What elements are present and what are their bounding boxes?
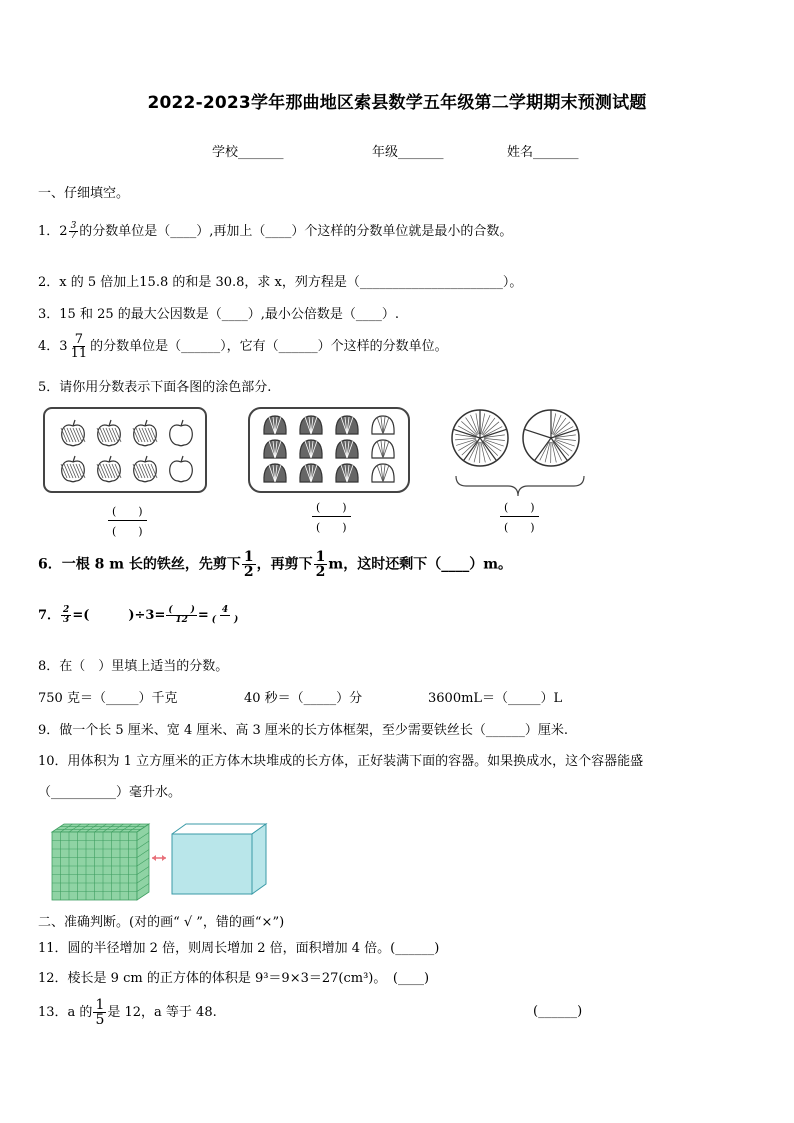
figure-3-fraction: ( ) ( ) [500, 499, 539, 535]
question-10-blank: （__________）毫升水。 [38, 785, 182, 800]
apple-icon [133, 456, 157, 482]
mixed-fraction: $\frac{3}{7}$ [70, 221, 77, 241]
shell-icon [300, 440, 322, 458]
shell-icon [372, 464, 394, 482]
circle-figure [450, 404, 600, 500]
apple-figure [40, 404, 210, 496]
shell-icon [300, 416, 322, 434]
question-3: 3．15 和 25 的最大公因数是（____）,最小公倍数是（____）. [38, 307, 400, 322]
question-13-blank: (______) [533, 1004, 583, 1019]
question-1: 1．2 $\frac{3}{7}$ 的分数单位是（____）,再加上（____）个这样的分数单位就是最小的合数。 [38, 221, 513, 241]
question-11: 11．圆的半径增加 2 倍，则周长增加 2 倍，面积增加 4 倍。(______) [38, 941, 440, 956]
container-top [172, 824, 266, 834]
shell-icon [372, 440, 394, 458]
apple-icon [170, 456, 193, 482]
question-10: 10．用体积为 1 立方厘米的正方体木块堆成的长方体，正好装满下面的容器。如果换成水，这个容器能盛 [38, 754, 644, 769]
page-title: 2022-2023学年那曲地区索县数学五年级第二学期期末预测试题 [147, 93, 647, 113]
apple-icon [61, 456, 85, 482]
q8-item-3: 3600mL＝（_____）L [428, 691, 563, 706]
arrow-head [152, 855, 156, 861]
shell-icon [336, 440, 358, 458]
shell-icon [336, 464, 358, 482]
section-2-heading: 二、准确判断。(对的画“ √ ”，错的画“×”) [38, 915, 285, 930]
question-5: 5．请你用分数表示下面各图的涂色部分. [38, 380, 272, 395]
question-2: 2．x 的 5 倍加上15.8 的和是 30.8，求 x，列方程是（______________________）。 [38, 275, 523, 290]
shell-icon [264, 464, 286, 482]
apple-icon [61, 420, 85, 446]
apple-icon [97, 456, 121, 482]
apple-icon [170, 420, 193, 446]
pie-circle [523, 410, 579, 466]
pie-circle [452, 410, 508, 466]
question-7: 7． $\frac{2}{3}$ =( )÷3= $\frac{( )}{12}$ = $\frac{4}{( )}$ [38, 605, 239, 625]
q8-item-2: 40 秒＝（_____）分 [244, 691, 363, 706]
question-6: 6．一根 8 m 长的铁丝，先剪下 $\frac{1}{2}$ ，再剪下 $\frac{1}{2}$ m，这时还剩下（____）m。 [38, 549, 513, 580]
container-side [252, 824, 266, 894]
shell-icon [264, 416, 286, 434]
shell-icon [300, 464, 322, 482]
cube-stack-figure [48, 820, 270, 900]
arrow-head-2 [162, 855, 166, 861]
school-field: 学校_______ [212, 145, 284, 160]
question-9: 9．做一个长 5 厘米、宽 4 厘米、高 3 厘米的长方体框架，至少需要铁丝长（______）厘米. [38, 723, 569, 738]
apple-icon [133, 420, 157, 446]
question-13: 13．a 的 $\frac{1}{5}$ 是 12，a 等于 48. [38, 997, 217, 1028]
name-field: 姓名_______ [507, 145, 579, 160]
mixed-fraction: $\frac{7}{11}$ [70, 332, 88, 361]
q8-item-1: 750 克＝（_____）千克 [38, 691, 178, 706]
section-1-heading: 一、仔细填空。 [38, 186, 130, 201]
shell-icon [372, 416, 394, 434]
grade-field: 年级_______ [372, 145, 444, 160]
container-front [172, 834, 252, 894]
figure-2-fraction: ( ) ( ) [312, 499, 351, 535]
question-12: 12．棱长是 9 cm 的正方体的体积是 9³＝9×3＝27(cm³)。 (____) [38, 971, 430, 986]
shell-icon [336, 416, 358, 434]
shell-icon [264, 440, 286, 458]
apple-icon [97, 420, 121, 446]
question-4: 4．3 $\frac{7}{11}$ 的分数单位是（______），它有（______）个这样的分数单位。 [38, 332, 448, 361]
shell-figure [245, 404, 413, 494]
question-8: 8．在（ ）里填上适当的分数。 [38, 659, 229, 674]
figure-1-fraction: ( ) ( ) [108, 503, 147, 539]
